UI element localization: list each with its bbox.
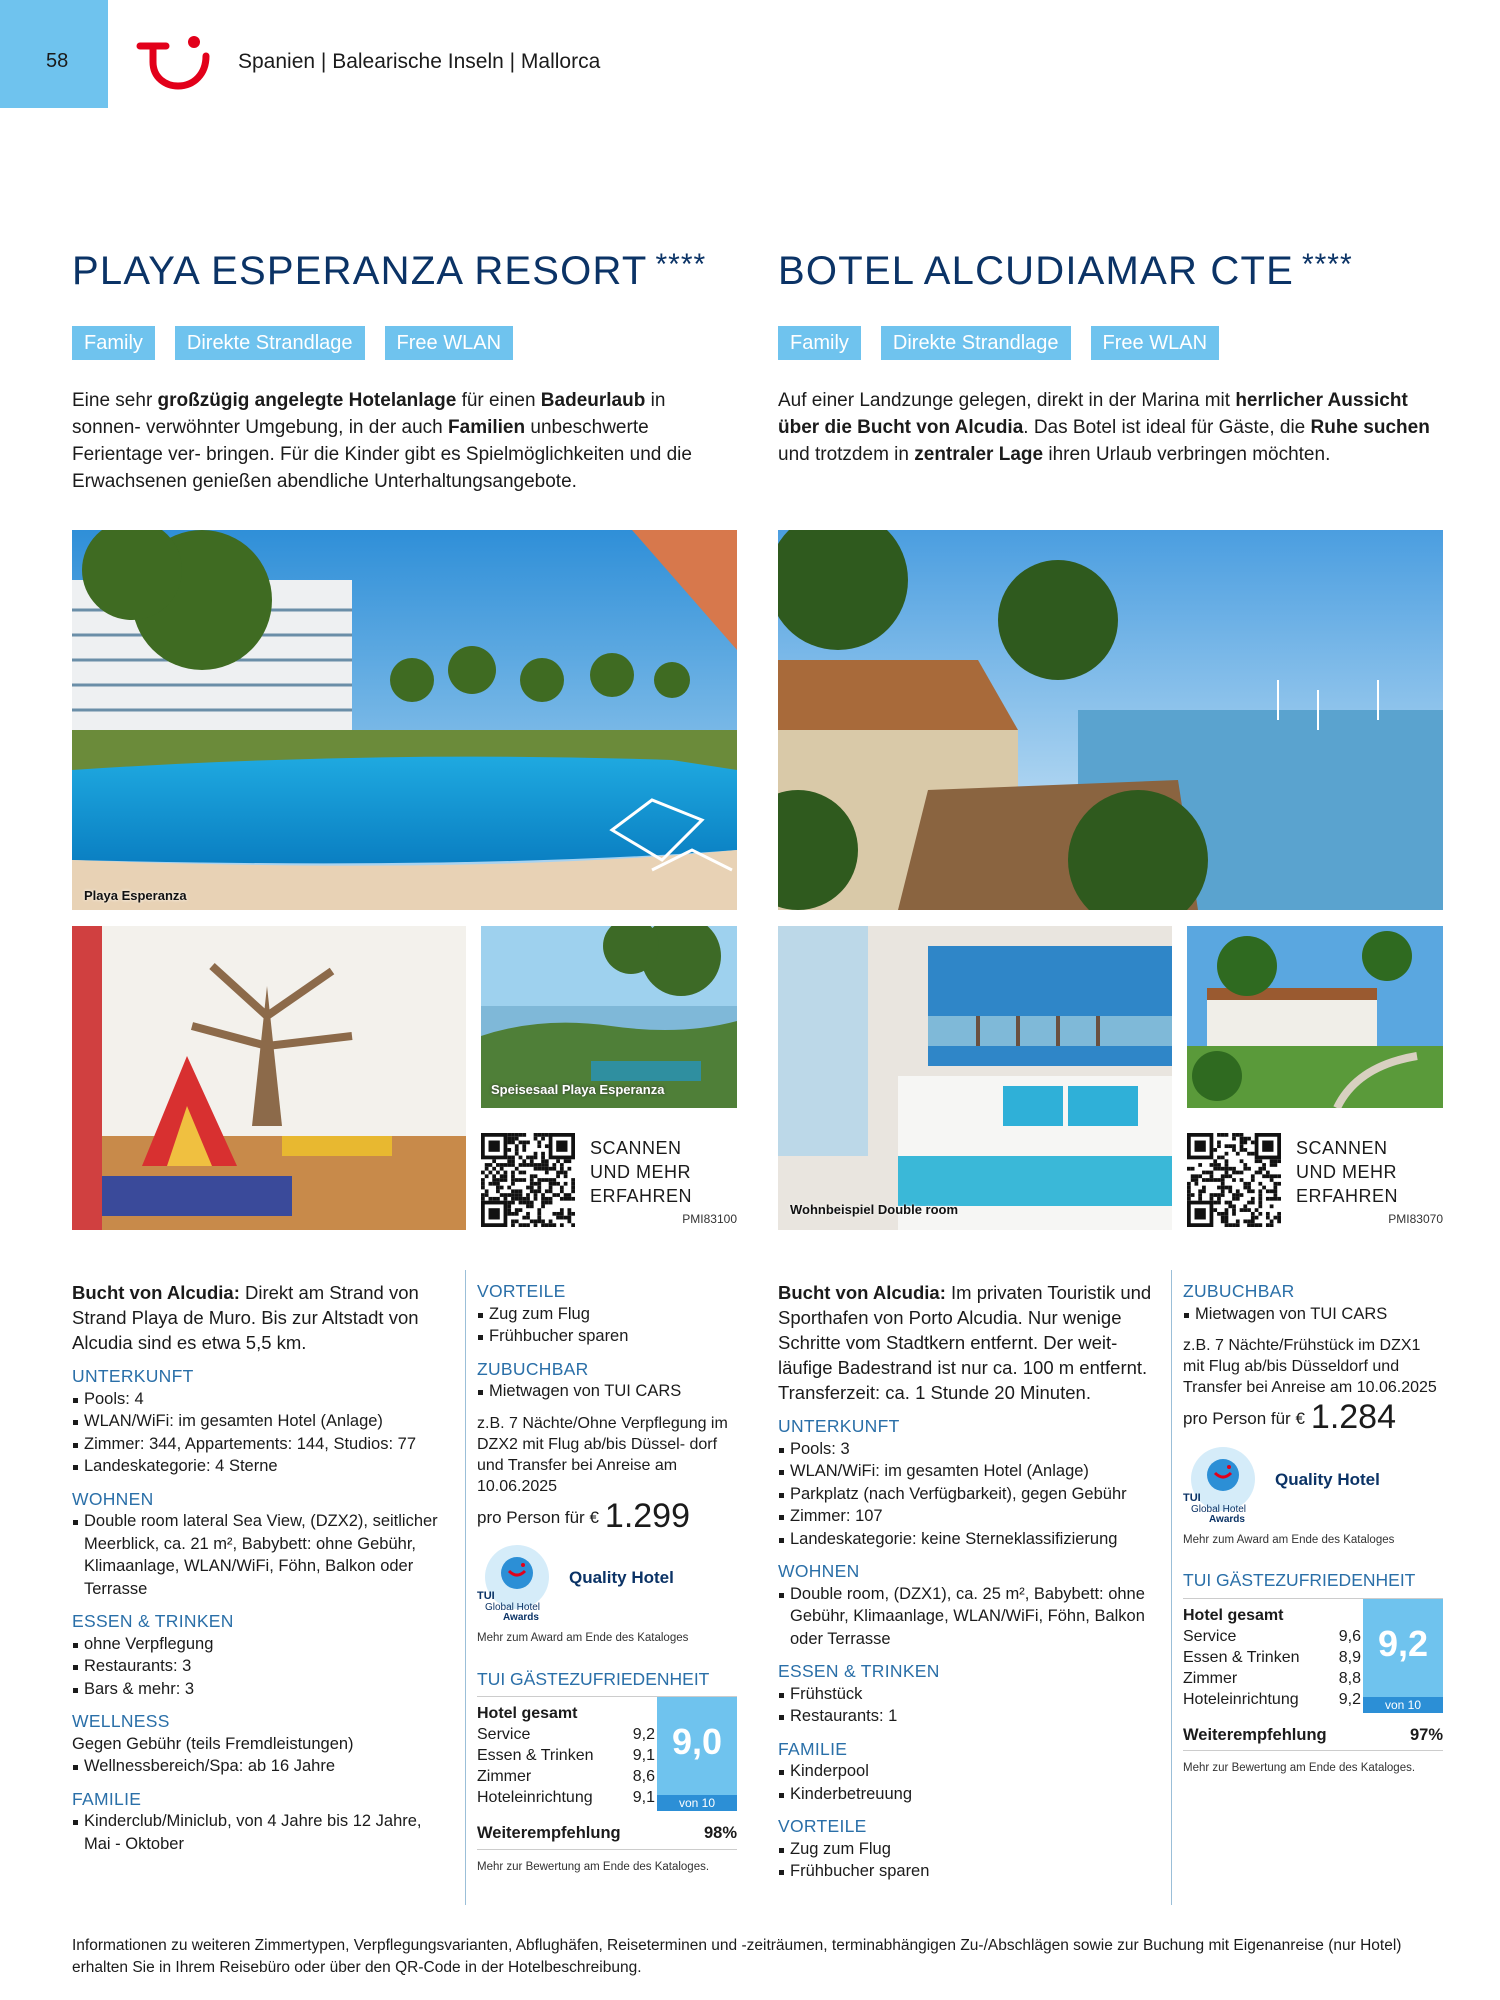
rating-label: Essen & Trinken	[1183, 1648, 1300, 1666]
list-item: Landeskategorie: 4 Sterne	[72, 1455, 442, 1478]
list-item: Zimmer: 107	[778, 1505, 1158, 1528]
offer-text: z.B. 7 Nächte/Ohne Verpflegung im DZX2 mit Flug ab/bis Düssel- dorf und Transfer bei Anreise am 10.06.2025	[477, 1414, 728, 1495]
price	[1183, 1398, 1443, 1436]
award-badge-text: Global Hotel	[485, 1602, 541, 1613]
rating-row	[1183, 1689, 1361, 1710]
hotel-title-2: BOTEL ALCUDIAMAR CTE ****	[778, 248, 1353, 293]
rating-label: Service	[477, 1726, 531, 1743]
hotel-intro-2	[778, 387, 1448, 468]
list-item: Bars & mehr: 3	[72, 1678, 442, 1701]
hotel-code: PMI83070	[1388, 1212, 1443, 1226]
location-text: Im privaten Touristik und Sporthafen von Porto Alcudia. Nur wenige Schritte vom Stadtkern entfernt. Der weit- läufige Badestrand ist nur ca. 100 m entfernt. Transferzeit: ca. 1 Stunde 20 Minuten.	[778, 1282, 1152, 1403]
section-heading: ESSEN & TRINKEN	[778, 1661, 940, 1681]
list-item: Landeskategorie: keine Sterneklassifizierung	[778, 1528, 1158, 1551]
section-list	[778, 1838, 1158, 1883]
list-item: Double room, (DZX1), ca. 25 m², Babybett: ohne Gebühr, Klimaanlage, WLAN/WiFi, Föhn, Balkon oder Terrasse	[778, 1583, 1158, 1651]
footer-note: Informationen zu weiteren Zimmertypen, Verpflegungsvarianten, Abflughäfen, Reiseterminen und -zeiträumen, terminabhängigen Zu-/Abschlägen sowie zur Buchung mit Eigenanreise (nur Hotel) erhalten Sie in Ihrem Reisebüro oder über den QR-Code in der Hotelbeschreibung.	[72, 1937, 1402, 1976]
intro-text: in sonnen- verwöhnter Umgebung, in der auch	[72, 390, 666, 438]
divider	[465, 1270, 466, 1905]
page-number: 58	[46, 50, 69, 72]
photo-marina	[778, 530, 1443, 910]
section-list	[477, 1303, 737, 1348]
satisfaction-heading: TUI GÄSTEZUFRIEDENHEIT	[1183, 1570, 1416, 1590]
list-item: Kinderbetreuung	[778, 1783, 1158, 1806]
intro-text: unbeschwerte Ferientage ver- bringen. Für die Kinder gibt es Spielmöglichkeiten und die Erwachsenen genießen abendliche Unterhaltungsangebote.	[72, 417, 692, 492]
rating-overall-label: Hotel gesamt	[477, 1705, 578, 1722]
list-item: Kinderclub/Miniclub, von 4 Jahre bis 12 Jahre, Mai - Oktober	[72, 1810, 442, 1855]
hotel-title-1: PLAYA ESPERANZA RESORT ****	[72, 248, 707, 293]
rating-value: 9,6	[1338, 1627, 1361, 1645]
award-title: Quality Hotel	[569, 1568, 674, 1587]
section-list	[477, 1380, 737, 1403]
section-list	[72, 1810, 442, 1855]
tag-list-1	[72, 326, 513, 360]
award-note: Mehr zum Award am Ende des Kataloges	[1183, 1533, 1395, 1546]
list-item: Frühbucher sparen	[477, 1325, 737, 1348]
section-heading: FAMILIE	[72, 1788, 142, 1809]
section-heading: UNTERKUNFT	[778, 1416, 900, 1436]
rating-label: Hoteleinrichtung	[1183, 1690, 1299, 1708]
recommendation-value: 97%	[1409, 1725, 1443, 1744]
section-heading: VORTEILE	[778, 1816, 867, 1836]
rating-table	[477, 1697, 655, 1808]
section-list	[72, 1633, 442, 1701]
intro-text: Eine sehr	[72, 390, 158, 411]
rating-value: 8,8	[1338, 1669, 1361, 1687]
score-scale: von 10	[657, 1795, 737, 1811]
intro-text: für einen	[456, 390, 541, 411]
photo-kids-club	[72, 926, 466, 1230]
photo-caption: Speisesaal Playa Esperanza	[491, 1082, 665, 1097]
breadcrumb: Spanien | Balearische Inseln | Mallorca	[238, 50, 601, 73]
intro-highlight: Ruhe suchen	[1310, 417, 1430, 438]
intro-text: Auf einer Landzunge gelegen, direkt in der Marina mit	[778, 390, 1236, 411]
rating-panel	[477, 1696, 737, 1816]
tag-beach: Direkte Strandlage	[881, 326, 1071, 360]
score-box	[657, 1697, 737, 1811]
recommendation-row	[477, 1816, 737, 1850]
section-text: Gegen Gebühr (teils Fremdleistungen)	[72, 1734, 354, 1753]
award-badge-text: Awards	[503, 1612, 539, 1623]
score-box	[1363, 1599, 1443, 1713]
rating-row	[477, 1766, 655, 1787]
photo-garden	[1187, 926, 1443, 1108]
location-lead	[778, 1280, 1158, 1405]
tag-wlan: Free WLAN	[385, 326, 513, 360]
intro-highlight: Familien	[448, 417, 526, 438]
intro-text: und trotzdem in	[778, 444, 915, 465]
intro-highlight: Badeurlaub	[540, 390, 646, 411]
award-badge	[477, 1543, 737, 1623]
award-title: Quality Hotel	[1275, 1469, 1380, 1489]
tag-beach: Direkte Strandlage	[175, 326, 365, 360]
section-heading: FAMILIE	[778, 1738, 848, 1759]
section-list	[72, 1755, 442, 1778]
section-heading: ZUBUCHBAR	[1183, 1281, 1295, 1301]
recommendation-label: Weiterempfehlung	[1183, 1725, 1327, 1744]
rating-row	[477, 1787, 655, 1808]
section-list	[778, 1438, 1158, 1551]
list-item: Parkplatz (nach Verfügbarkeit), gegen Gebühr	[778, 1483, 1158, 1506]
rating-panel	[1183, 1598, 1443, 1718]
list-item: Zug zum Flug	[477, 1303, 737, 1326]
hotel-code: PMI83100	[682, 1212, 737, 1226]
price-value: 1.299	[604, 1496, 690, 1535]
rating-label: Zimmer	[1183, 1669, 1238, 1687]
photo-caption: Wohnbeispiel Double room	[790, 1202, 959, 1217]
hotel-details-2	[778, 1280, 1158, 1883]
rating-value: 8,6	[632, 1768, 655, 1785]
list-item: Restaurants: 3	[72, 1655, 442, 1678]
recommendation-value: 98%	[703, 1824, 737, 1842]
location-name: Bucht von Alcudia:	[72, 1282, 240, 1303]
section-list	[778, 1760, 1158, 1805]
photo-double-room	[778, 926, 1172, 1230]
award-badge-text: TUI	[1183, 1491, 1201, 1504]
rating-label: Zimmer	[477, 1768, 532, 1785]
list-item: ohne Verpflegung	[72, 1633, 442, 1656]
tag-family: Family	[72, 326, 155, 360]
rating-note: Mehr zur Bewertung am Ende des Kataloges.	[1183, 1762, 1416, 1774]
award-badge	[1183, 1445, 1443, 1525]
section-heading: WELLNESS	[72, 1711, 170, 1731]
tag-list-2	[778, 326, 1219, 360]
tui-logo	[136, 34, 216, 90]
location-lead	[72, 1280, 442, 1355]
section-heading: WOHNEN	[72, 1488, 154, 1509]
section-list	[1183, 1303, 1443, 1326]
score-scale: von 10	[1363, 1697, 1443, 1713]
rating-table	[1183, 1599, 1361, 1710]
rating-label: Essen & Trinken	[477, 1747, 594, 1764]
scan-text: SCANNEN UND MEHR ERFAHREN	[1296, 1138, 1399, 1206]
recommendation-row	[1183, 1718, 1443, 1752]
list-item: Mietwagen von TUI CARS	[477, 1380, 737, 1403]
list-item: Zug zum Flug	[778, 1838, 1158, 1861]
price-label: pro Person für €	[1183, 1409, 1305, 1428]
list-item: Frühbucher sparen	[778, 1860, 1158, 1883]
offer-text: z.B. 7 Nächte/Frühstück im DZX1 mit Flug ab/bis Düsseldorf und Transfer bei Anreise am 10.06.2025	[1183, 1337, 1437, 1396]
award-badge-text: TUI	[477, 1590, 495, 1602]
divider	[1171, 1270, 1172, 1905]
score-value: 9,0	[671, 1721, 723, 1762]
photo-caption: Playa Esperanza	[84, 888, 187, 903]
intro-text: . Das Botel ist ideal für Gäste, die	[1023, 417, 1311, 438]
score-value: 9,2	[1377, 1622, 1429, 1664]
section-list	[72, 1388, 442, 1478]
rating-note: Mehr zur Bewertung am Ende des Kataloges.	[477, 1860, 710, 1873]
section-heading: VORTEILE	[477, 1281, 566, 1301]
award-badge-text: Global Hotel	[1191, 1503, 1247, 1515]
location-name: Bucht von Alcudia:	[778, 1282, 946, 1303]
rating-row	[477, 1724, 655, 1745]
list-item: Restaurants: 1	[778, 1705, 1158, 1728]
hotel-booking-1	[477, 1280, 737, 1878]
rating-value: 9,2	[632, 1726, 655, 1743]
rating-row	[1183, 1668, 1361, 1689]
rating-label: Service	[1183, 1627, 1237, 1645]
price-label: pro Person für €	[477, 1507, 599, 1527]
award-note: Mehr zum Award am Ende des Kataloges	[477, 1632, 689, 1644]
intro-highlight: großzügig angelegte Hotelanlage	[157, 390, 457, 411]
rating-value: 9,1	[632, 1747, 655, 1764]
rating-row	[1183, 1647, 1361, 1668]
list-item: Double room lateral Sea View, (DZX2), seitlicher Meerblick, ca. 21 m², Babybett: ohne Gebühr, Klimaanlage, WLAN/WiFi, Föhn, Balkon oder Terrasse	[72, 1510, 442, 1600]
section-heading: ESSEN & TRINKEN	[72, 1611, 234, 1631]
section-list	[778, 1683, 1158, 1728]
list-item: WLAN/WiFi: im gesamten Hotel (Anlage)	[778, 1460, 1158, 1483]
list-item: Pools: 4	[72, 1388, 442, 1411]
list-item: Kinderpool	[778, 1760, 1158, 1783]
intro-highlight: zentraler Lage	[914, 444, 1044, 465]
section-heading: ZUBUCHBAR	[477, 1358, 589, 1379]
section-list	[778, 1583, 1158, 1651]
hotel-details-1	[72, 1280, 442, 1855]
list-item: Pools: 3	[778, 1438, 1158, 1461]
rating-label: Hoteleinrichtung	[477, 1789, 593, 1806]
satisfaction-heading: TUI GÄSTEZUFRIEDENHEIT	[477, 1668, 710, 1689]
rating-value: 9,2	[1338, 1690, 1361, 1708]
qr-code[interactable]	[1187, 1133, 1281, 1227]
section-heading: UNTERKUNFT	[72, 1366, 194, 1386]
rating-value: 9,1	[632, 1789, 655, 1806]
hotel-booking-2	[1183, 1280, 1443, 1780]
rating-row	[477, 1745, 655, 1766]
hotel-intro-1	[72, 387, 737, 495]
rating-overall-label: Hotel gesamt	[1183, 1606, 1284, 1624]
rating-value: 8,9	[1338, 1648, 1361, 1666]
list-item: Frühstück	[778, 1683, 1158, 1706]
star-rating: ****	[1301, 248, 1353, 281]
scan-text: SCANNEN UND MEHR ERFAHREN	[590, 1138, 693, 1206]
list-item: WLAN/WiFi: im gesamten Hotel (Anlage)	[72, 1410, 442, 1433]
price-value: 1.284	[1310, 1398, 1396, 1436]
intro-highlight: herrlicher Aussicht über die Bucht von Alcudia	[778, 390, 1408, 438]
list-item: Mietwagen von TUI CARS	[1183, 1303, 1443, 1326]
price	[477, 1496, 737, 1535]
list-item: Zimmer: 344, Appartements: 144, Studios: 77	[72, 1433, 442, 1456]
photo-dining-terrace	[481, 926, 737, 1108]
location-text: Direkt am Strand von Strand Playa de Muro. Bis zur Altstadt von Alcudia sind es etwa 5,5 km.	[72, 1282, 419, 1353]
qr-code[interactable]	[481, 1133, 575, 1227]
list-item: Wellnessbereich/Spa: ab 16 Jahre	[72, 1755, 442, 1778]
section-list	[72, 1510, 442, 1600]
tag-family: Family	[778, 326, 861, 360]
tag-wlan: Free WLAN	[1091, 326, 1219, 360]
intro-text: ihren Urlaub verbringen möchten.	[1043, 444, 1331, 465]
rating-row	[1183, 1626, 1361, 1647]
award-badge-text: Awards	[1209, 1513, 1245, 1525]
section-heading: WOHNEN	[778, 1561, 860, 1581]
star-rating: ****	[655, 248, 707, 281]
recommendation-label: Weiterempfehlung	[477, 1824, 621, 1842]
photo-pool	[72, 530, 737, 910]
